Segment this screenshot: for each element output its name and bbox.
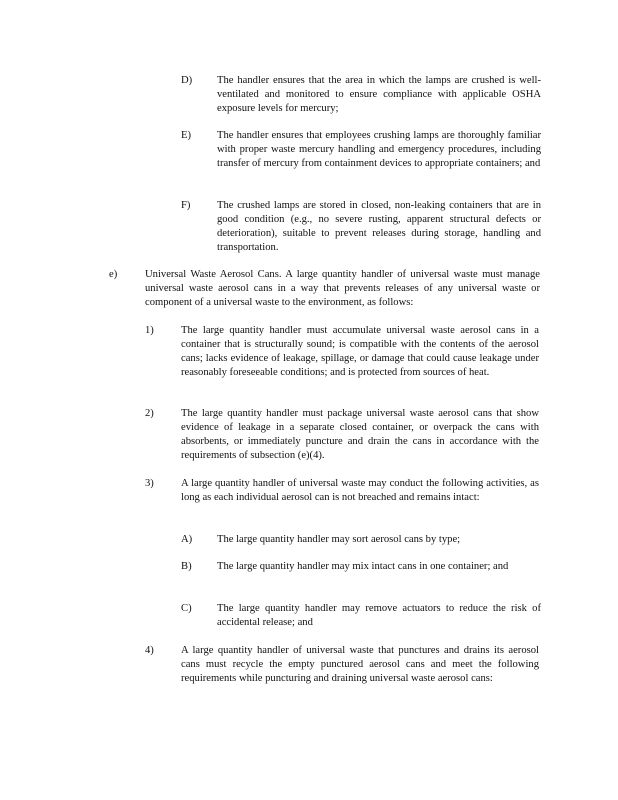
item-text: A large quantity handler of universal waste that punctures and drains its aerosol cans must recycle the empty punctured aerosol cans and meet the following requirements while puncturing and draining universal waste aerosol cans: [181,645,539,684]
item-text: The handler ensures that the area in which the lamps are crushed is well-ventilated and monitored to ensure compliance with applicable OSHA exposure levels for mercury; [217,75,541,114]
item-label: e) [109,269,118,280]
item-text: The large quantity handler may sort aerosol cans by type; [217,534,461,545]
item-label: B) [181,561,192,572]
item-label: D) [181,75,193,86]
item-label: A) [181,534,193,545]
item-label: 4) [145,645,154,656]
item-text: The large quantity handler must package universal waste aerosol cans that show evidence of leakage in a separate closed container, or overpack the cans with absorbents, or immediately puncture and drain the cans in accordance with the requirements of subsection (e)(4). [181,408,539,461]
item-label: 1) [145,325,154,336]
item-label: C) [181,603,192,614]
item-text: The large quantity handler may mix intact cans in one container; and [217,561,509,572]
item-label: F) [181,200,191,211]
item-text: The crushed lamps are stored in closed, non-leaking containers that are in good condition (e.g., no severe rusting, apparent structural defects or deterioration), suitable to prevent releases during storage, handling and transportation. [217,200,541,253]
item-label: E) [181,130,191,141]
item-text: The large quantity handler may remove actuators to reduce the risk of accidental release; and [217,603,541,628]
item-label: 3) [145,478,154,489]
item-label: 2) [145,408,154,419]
item-text: Universal Waste Aerosol Cans. A large quantity handler of universal waste must manage universal waste aerosol cans in a way that prevents releases of any universal waste or component of a universal waste to the environment, as follows: [145,269,540,308]
item-text: The large quantity handler must accumulate universal waste aerosol cans in a container that is structurally sound; is compatible with the contents of the aerosol cans; lacks evidence of leakage, spillage, or damage that could cause leakage under reasonably foreseeable conditions; and is protected from sources of heat. [181,325,539,378]
item-text: The handler ensures that employees crushing lamps are thoroughly familiar with proper waste mercury handling and emergency procedures, including transfer of mercury from containment devices to appropriate containers; and [217,130,541,169]
item-text: A large quantity handler of universal waste may conduct the following activities, as long as each individual aerosol can is not breached and remains intact: [181,478,539,503]
